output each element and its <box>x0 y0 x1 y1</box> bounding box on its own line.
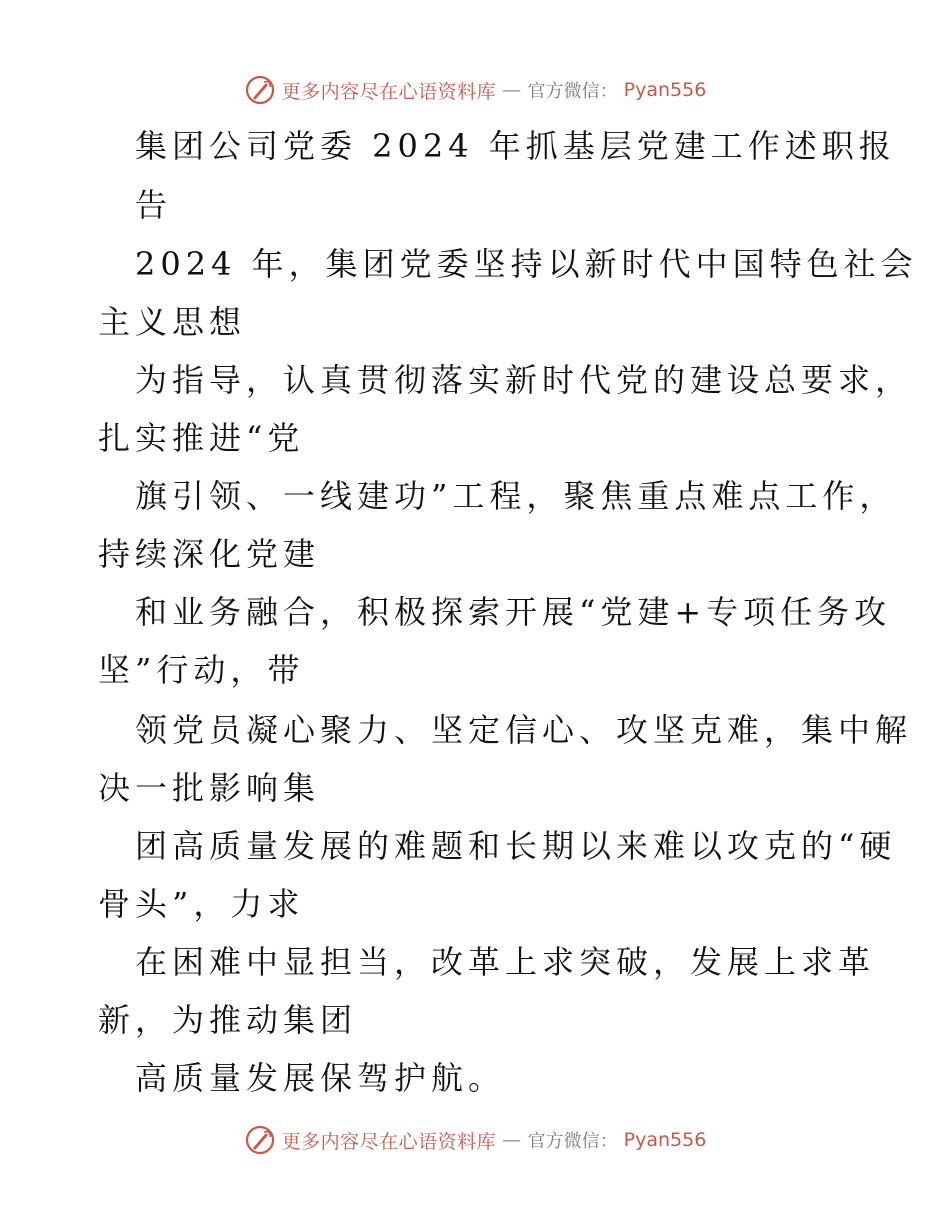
header-watermark <box>0 72 950 108</box>
watermark-label: 官方微信： <box>527 1131 618 1152</box>
quill-logo-icon <box>244 1124 276 1156</box>
body-line-8: 坚”行动，带 <box>98 651 305 689</box>
body-line-4: 扎实推进“党 <box>98 419 305 457</box>
body-line-14: 新，为推动集团 <box>98 1001 358 1039</box>
body-line-1: 2024 年，集团党委坚持以新时代中国特色社会 <box>135 245 918 283</box>
body-line-9: 领党员凝心聚力、坚定信心、攻坚克难，集中解 <box>135 711 913 749</box>
watermark-separator: — <box>502 1129 522 1151</box>
body-line-5: 旗引领、一线建功”工程，聚焦重点难点工作， <box>135 477 897 515</box>
watermark-separator: — <box>502 79 522 101</box>
watermark-main-text: 更多内容尽在心语资料库 <box>281 80 497 103</box>
body-line-15: 高质量发展保驾护航。 <box>135 1059 506 1097</box>
watermark-label: 官方微信： <box>527 81 618 102</box>
body-line-6: 持续深化党建 <box>98 535 321 573</box>
watermark-main-text: 更多内容尽在心语资料库 <box>281 1130 497 1153</box>
body-line-11: 团高质量发展的难题和长期以来难以攻克的“硬 <box>135 827 897 865</box>
body-line-13: 在困难中显担当，改革上求突破，发展上求革 <box>135 943 876 981</box>
watermark-account: Pyan556 <box>623 79 707 101</box>
title-line-1: 集团公司党委 2024 年抓基层党建工作述职报 <box>135 127 896 165</box>
body-line-2: 主义思想 <box>98 303 247 341</box>
quill-logo-icon <box>244 74 276 106</box>
body-line-3: 为指导，认真贯彻落实新时代党的建设总要求， <box>135 361 913 399</box>
watermark-account: Pyan556 <box>623 1129 707 1151</box>
body-line-7: 和业务融合，积极探索开展“党建+专项任务攻 <box>135 593 892 631</box>
title-line-2: 告 <box>135 186 173 224</box>
body-line-10: 决一批影响集 <box>98 769 321 807</box>
body-line-12: 骨头”，力求 <box>98 885 305 923</box>
footer-watermark <box>0 1122 950 1158</box>
